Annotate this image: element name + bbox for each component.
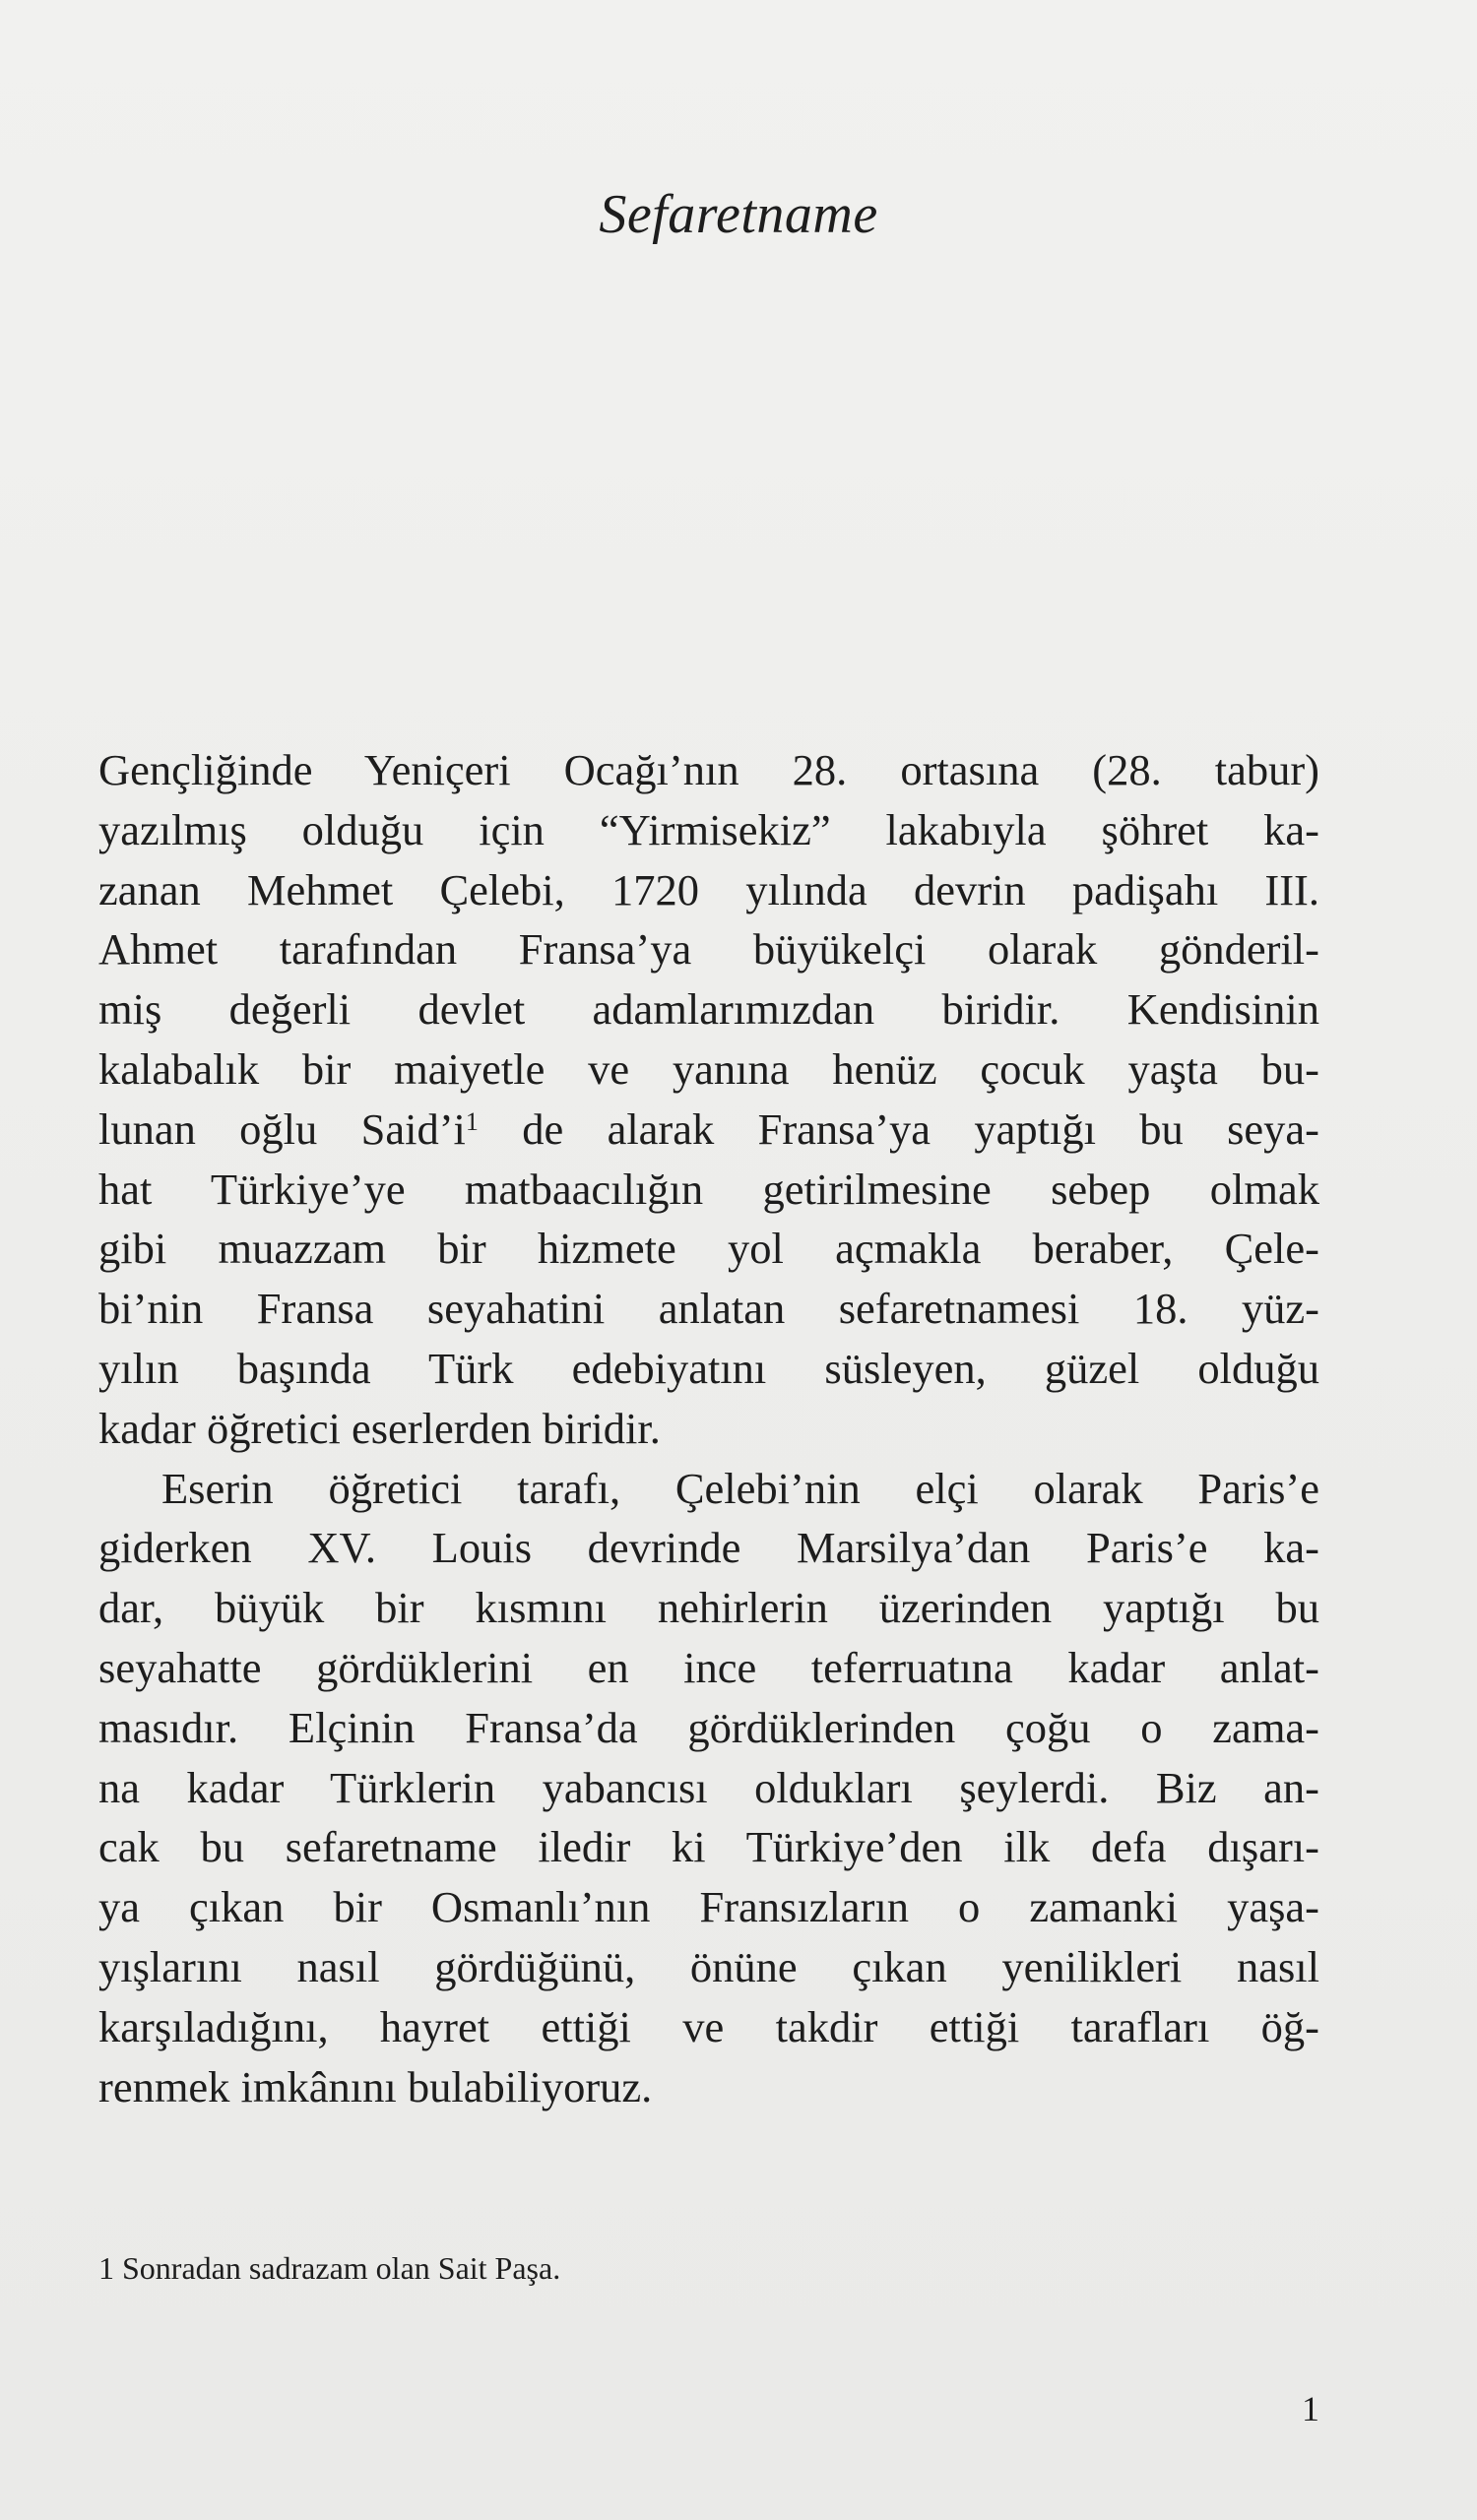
- footnote: 1 Sonradan sadrazam olan Sait Paşa.: [98, 2250, 561, 2286]
- text-line: ya çıkan bir Osmanlı’nın Fransızların o zamanki yaşa-: [98, 1882, 1319, 1932]
- footnote-reference: 1: [465, 1106, 479, 1136]
- text-line: bi’nin Fransa seyahatini anlatan sefaretnamesi 18. yüz-: [98, 1284, 1319, 1334]
- text-line: cak bu sefaretname iledir ki Türkiye’den ilk defa dışarı-: [98, 1822, 1319, 1872]
- text-line: miş değerli devlet adamlarımızdan biridir. Kendisinin: [98, 984, 1319, 1035]
- text-line: seyahatte gördüklerini en ince teferruatına kadar anlat-: [98, 1642, 1319, 1692]
- text-segment: lunan oğlu Said’i: [98, 1103, 466, 1154]
- text-line: Gençliğinde Yeniçeri Ocağı’nın 28. ortasına (28. tabur): [98, 745, 1319, 794]
- text-line: Ahmet tarafından Fransa’ya büyükelçi olarak gönderil-: [98, 924, 1319, 975]
- text-line: yazılmış olduğu için “Yirmisekiz” lakabıyla şöhret ka-: [98, 804, 1319, 854]
- text-line: karşıladığını, hayret ettiği ve takdir ettiği tarafları öğ-: [98, 2001, 1319, 2051]
- body-text: [98, 740, 1319, 2116]
- text-line: yılın başında Türk edebiyatını süsleyen, güzel olduğu: [98, 1343, 1319, 1393]
- page-number: 1: [1302, 2389, 1319, 2428]
- text-line: dar, büyük bir kısmını nehirlerin üzerinden yaptığı bu: [98, 1583, 1319, 1633]
- text-line: hat Türkiye’ye matbaacılığın getirilmesine sebep olmak: [98, 1164, 1319, 1214]
- text-line: Eserin öğretici tarafı, Çelebi’nin elçi olarak Paris’e: [161, 1463, 1319, 1513]
- paragraph-2: [98, 1459, 1319, 2117]
- text-line: kadar öğretici eserlerden biridir.: [98, 1403, 661, 1453]
- text-line: renmek imkânını bulabiliyoruz.: [98, 2061, 653, 2111]
- text-line: zanan Mehmet Çelebi, 1720 yılında devrin padişahı III.: [98, 864, 1319, 914]
- paragraph-1: [98, 740, 1319, 1459]
- text-line: giderken XV. Louis devrinde Marsilya’dan Paris’e ka-: [98, 1523, 1319, 1573]
- page-title: Sefaretname: [599, 184, 878, 245]
- text-line: na kadar Türklerin yabancısı oldukları şeylerdi. Biz an-: [98, 1762, 1319, 1812]
- text-line: yışlarını nasıl gördüğünü, önüne çıkan yenilikleri nasıl: [98, 1941, 1319, 1991]
- text-line: masıdır. Elçinin Fransa’da gördüklerinden çoğu o zama-: [98, 1702, 1319, 1752]
- text-line: kalabalık bir maiyetle ve yanına henüz çocuk yaşta bu-: [98, 1043, 1319, 1094]
- text-line-with-footnote-ref: [98, 1100, 1319, 1160]
- text-line: gibi muazzam bir hizmete yol açmakla beraber, Çele-: [98, 1224, 1319, 1274]
- text-segment: de alarak Fransa’ya yaptığı bu seya-: [478, 1103, 1319, 1154]
